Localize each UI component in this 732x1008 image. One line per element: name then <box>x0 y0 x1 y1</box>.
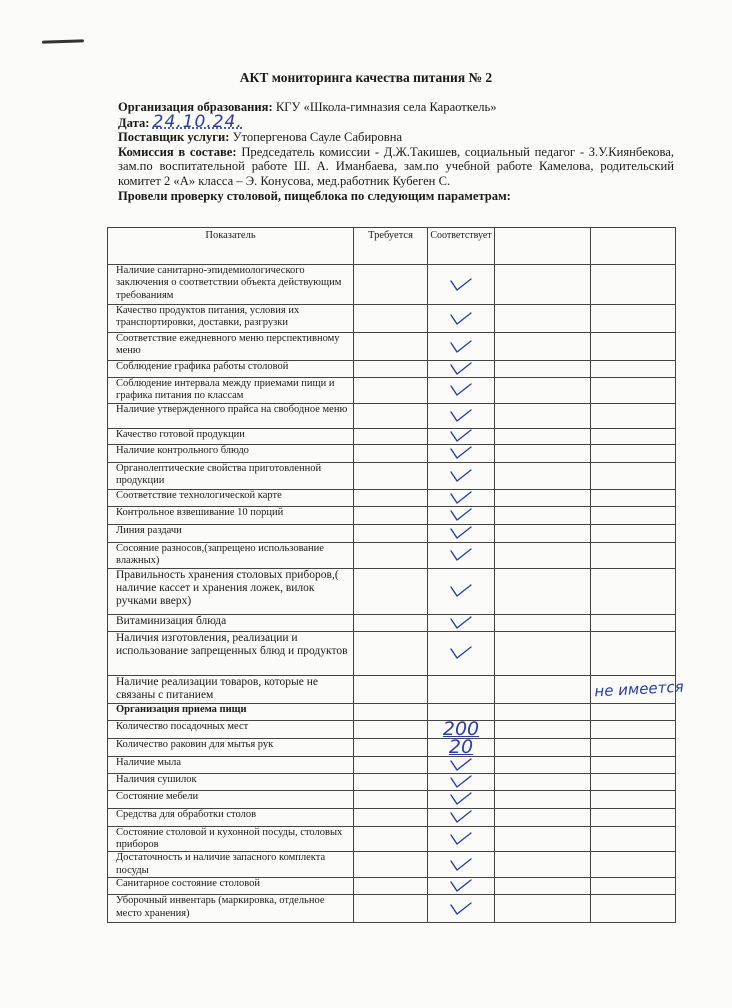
table-row <box>108 305 676 333</box>
required-cell <box>354 378 428 404</box>
complies-cell <box>428 305 495 333</box>
org-value: КГУ «Школа-гимназия села Караоткель» <box>275 100 497 114</box>
empty-cell <box>591 773 676 790</box>
required-cell <box>354 361 428 378</box>
table-row <box>108 361 676 378</box>
checkmark-icon <box>449 508 473 522</box>
scan-mark <box>42 39 84 43</box>
empty-cell <box>495 808 591 826</box>
table-row <box>108 568 676 614</box>
complies-cell <box>428 506 495 524</box>
checkmark-icon <box>449 902 473 916</box>
required-cell <box>354 631 428 675</box>
check-intro <box>118 189 674 204</box>
empty-cell <box>591 738 676 756</box>
checkmark-icon <box>449 383 473 397</box>
table-row <box>108 265 676 305</box>
empty-cell <box>591 720 676 738</box>
empty-cell <box>495 790 591 808</box>
empty-cell <box>495 403 591 428</box>
table-row <box>108 524 676 542</box>
row-label: Качество продуктов питания, условия их транспортировки, доставки, разгрузки <box>108 305 354 333</box>
empty-cell <box>495 738 591 756</box>
commission-value: Председатель комиссии - Д.Ж.Такишев, социальный педагог - З.У.Киянбекова, зам.по воспитательной работе Ш. А. Иманбаева, зам.по учебной работе Камелова, родительский комитет 2 «А» класса – Э. Конусова, мед.работник Кубеген С. <box>118 144 674 188</box>
required-cell <box>354 462 428 489</box>
required-cell <box>354 506 428 524</box>
commission-line <box>118 145 674 189</box>
table-row <box>108 808 676 826</box>
section-row <box>108 703 676 720</box>
empty-cell <box>591 428 676 444</box>
empty-cell <box>495 361 591 378</box>
checkmark-icon <box>449 616 473 630</box>
row-label: Наличие мыла <box>108 756 354 773</box>
empty-cell <box>495 773 591 790</box>
empty-cell <box>495 524 591 542</box>
empty-cell <box>591 878 676 895</box>
required-cell <box>354 542 428 568</box>
date-line <box>118 111 674 132</box>
empty-cell <box>495 444 591 462</box>
row-label: Наличия изготовления, реализации и использование запрещенных блюд и продуктов <box>108 631 354 675</box>
empty-cell <box>495 489 591 506</box>
checkmark-icon <box>449 312 473 326</box>
required-cell <box>354 790 428 808</box>
empty-cell <box>591 542 676 568</box>
empty-cell <box>591 378 676 404</box>
empty-cell <box>591 808 676 826</box>
empty-cell <box>591 361 676 378</box>
complies-cell <box>428 542 495 568</box>
row-label: Соответствие ежедневного меню перспективному меню <box>108 333 354 361</box>
complies-cell <box>428 631 495 675</box>
required-cell <box>354 852 428 878</box>
required-cell <box>354 265 428 305</box>
empty-cell <box>495 542 591 568</box>
empty-cell <box>591 265 676 305</box>
document-header <box>118 100 674 203</box>
page-title: АКТ мониторинга качества питания № 2 <box>239 70 493 85</box>
complies-cell <box>428 878 495 895</box>
complies-cell <box>428 614 495 631</box>
table-row <box>108 878 676 895</box>
empty-cell <box>591 444 676 462</box>
row-label: Наличие реализации товаров, которые не связаны с питанием <box>108 675 354 703</box>
complies-cell <box>428 361 495 378</box>
checkmark-icon <box>449 832 473 846</box>
required-cell <box>354 305 428 333</box>
required-cell <box>354 878 428 895</box>
table-row <box>108 542 676 568</box>
table-row <box>108 738 676 756</box>
empty-cell <box>495 568 591 614</box>
table-row <box>108 773 676 790</box>
inspection-table <box>107 227 676 923</box>
supplier-label: Поставщик услуги: <box>118 130 230 145</box>
row-label: Организация приема пищи <box>108 703 354 720</box>
empty-cell <box>591 895 676 923</box>
table-row <box>108 826 676 852</box>
inspection-table-wrap <box>107 227 675 923</box>
commission-label: Комиссия в составе: <box>118 144 237 159</box>
complies-cell <box>428 428 495 444</box>
table-row <box>108 403 676 428</box>
complies-cell <box>428 524 495 542</box>
complies-cell <box>428 895 495 923</box>
required-cell <box>354 675 428 703</box>
empty-cell <box>591 826 676 852</box>
empty-cell <box>591 568 676 614</box>
row-label: Качество готовой продукции <box>108 428 354 444</box>
required-cell <box>354 895 428 923</box>
required-cell <box>354 773 428 790</box>
empty-cell <box>495 720 591 738</box>
check-intro-text: Провели проверку столовой, пищеблока по следующим параметрам: <box>118 188 511 203</box>
row-label: Правильность хранения столовых приборов,( наличие кассет и хранения ложек, вилок ручками вверх) <box>108 568 354 614</box>
required-cell <box>354 489 428 506</box>
empty-cell <box>591 333 676 361</box>
table-row <box>108 378 676 404</box>
table-row <box>108 444 676 462</box>
empty-cell <box>591 462 676 489</box>
row-label: Витаминизация блюда <box>108 614 354 631</box>
empty-cell <box>495 895 591 923</box>
empty-cell <box>591 305 676 333</box>
date-value: 24.10.24. <box>152 111 243 132</box>
empty-cell <box>495 378 591 404</box>
required-cell <box>354 720 428 738</box>
checkmark-icon <box>449 526 473 540</box>
empty-cell <box>591 614 676 631</box>
col-header-complies: Соответствует <box>428 228 495 265</box>
required-cell <box>354 568 428 614</box>
empty-cell <box>495 305 591 333</box>
checkmark-icon <box>449 758 473 772</box>
checkmark-icon <box>449 278 473 292</box>
table-row <box>108 675 676 703</box>
checkmark-icon <box>449 879 473 893</box>
empty-cell <box>495 333 591 361</box>
table-row <box>108 790 676 808</box>
required-cell <box>354 444 428 462</box>
row-label: Сосояние разносов,(запрещено использование влажных) <box>108 542 354 568</box>
col-header-4 <box>495 228 591 265</box>
required-cell <box>354 738 428 756</box>
checkmark-icon <box>449 491 473 505</box>
table-row <box>108 506 676 524</box>
complies-cell <box>428 489 495 506</box>
empty-cell <box>591 489 676 506</box>
table-row <box>108 462 676 489</box>
required-cell <box>354 428 428 444</box>
required-cell <box>354 826 428 852</box>
row-label: Наличие контрольного блюдо <box>108 444 354 462</box>
table-row <box>108 852 676 878</box>
empty-cell <box>495 428 591 444</box>
empty-cell <box>591 756 676 773</box>
checkmark-icon <box>449 775 473 789</box>
complies-cell <box>428 333 495 361</box>
handwritten-value: 200 <box>428 720 495 738</box>
date-label: Дата: <box>118 115 150 130</box>
row-label: Наличие утвержденного прайса на свободное меню <box>108 403 354 428</box>
handwritten-value: 20 <box>428 738 495 756</box>
complies-cell <box>428 403 495 428</box>
empty-cell <box>591 703 676 720</box>
empty-cell <box>591 631 676 675</box>
complies-cell <box>428 790 495 808</box>
complies-cell <box>428 378 495 404</box>
checkmark-icon <box>449 584 473 598</box>
checkmark-icon <box>449 340 473 354</box>
empty-cell <box>495 878 591 895</box>
table-header-row <box>108 228 676 265</box>
row-label: Санитарное состояние столовой <box>108 878 354 895</box>
col-header-required: Требуется <box>354 228 428 265</box>
row-label: Состояние столовой и кухонной посуды, столовых приборов <box>108 826 354 852</box>
empty-cell <box>495 756 591 773</box>
row-label: Средства для обработки столов <box>108 808 354 826</box>
empty-cell <box>591 524 676 542</box>
complies-cell <box>428 826 495 852</box>
table-row <box>108 756 676 773</box>
row-label: Органолептические свойства приготовленной продукции <box>108 462 354 489</box>
row-label: Наличие санитарно-эпидемиологического заключения о соответствии объекта действующим требованиям <box>108 265 354 305</box>
table-row <box>108 614 676 631</box>
table-row <box>108 720 676 738</box>
required-cell <box>354 333 428 361</box>
checkmark-icon <box>449 409 473 423</box>
checkmark-icon <box>449 858 473 872</box>
table-body <box>108 265 676 923</box>
complies-cell <box>428 265 495 305</box>
col-header-5 <box>591 228 676 265</box>
empty-cell <box>495 826 591 852</box>
checkmark-icon <box>449 810 473 824</box>
empty-cell <box>495 675 591 703</box>
org-label: Организация образования: <box>118 100 273 114</box>
empty-cell <box>495 506 591 524</box>
row-label: Соблюдение интервала между приемами пищи и графика питания по классам <box>108 378 354 404</box>
complies-cell <box>428 444 495 462</box>
empty-cell <box>591 506 676 524</box>
complies-cell <box>428 568 495 614</box>
checkmark-icon <box>449 548 473 562</box>
supplier-value: Утопергенова Сауле Сабировна <box>232 130 403 145</box>
empty-cell <box>495 265 591 305</box>
checkmark-icon <box>449 362 473 376</box>
row-label: Количество посадочных мест <box>108 720 354 738</box>
row-label: Контрольное взвешивание 10 порций <box>108 506 354 524</box>
complies-cell <box>428 808 495 826</box>
required-cell <box>354 756 428 773</box>
row-label: Наличия сушилок <box>108 773 354 790</box>
checkmark-icon <box>449 429 473 443</box>
required-cell <box>354 524 428 542</box>
row-label: Уборочный инвентарь (маркировка, отдельное место хранения) <box>108 895 354 923</box>
handwritten-note: не имеется <box>593 677 685 701</box>
complies-cell <box>428 675 495 703</box>
empty-cell <box>591 852 676 878</box>
empty-cell <box>591 403 676 428</box>
row-label: Соответствие технологической карте <box>108 489 354 506</box>
row-label: Достаточность и наличие запасного комплекта посуды <box>108 852 354 878</box>
required-cell <box>354 703 428 720</box>
required-cell <box>354 614 428 631</box>
supplier-line <box>118 130 674 145</box>
row-label: Состояние мебели <box>108 790 354 808</box>
complies-cell <box>428 773 495 790</box>
required-cell <box>354 403 428 428</box>
complies-cell <box>428 756 495 773</box>
empty-cell <box>495 852 591 878</box>
checkmark-icon <box>449 469 473 483</box>
checkmark-icon <box>449 646 473 660</box>
row-label: Количество раковин для мытья рук <box>108 738 354 756</box>
checkmark-icon <box>449 446 473 460</box>
row-label: Соблюдение графика работы столовой <box>108 361 354 378</box>
empty-cell <box>495 703 591 720</box>
complies-cell <box>428 852 495 878</box>
table-row <box>108 631 676 675</box>
empty-cell <box>495 462 591 489</box>
empty-cell <box>591 790 676 808</box>
required-cell <box>354 808 428 826</box>
empty-cell <box>495 614 591 631</box>
table-row <box>108 489 676 506</box>
table-row <box>108 428 676 444</box>
empty-cell <box>495 631 591 675</box>
col-header-indicator: Показатель <box>108 228 354 265</box>
complies-cell <box>428 462 495 489</box>
table-row <box>108 895 676 923</box>
table-row <box>108 333 676 361</box>
checkmark-icon <box>449 792 473 806</box>
row-label: Линия раздачи <box>108 524 354 542</box>
